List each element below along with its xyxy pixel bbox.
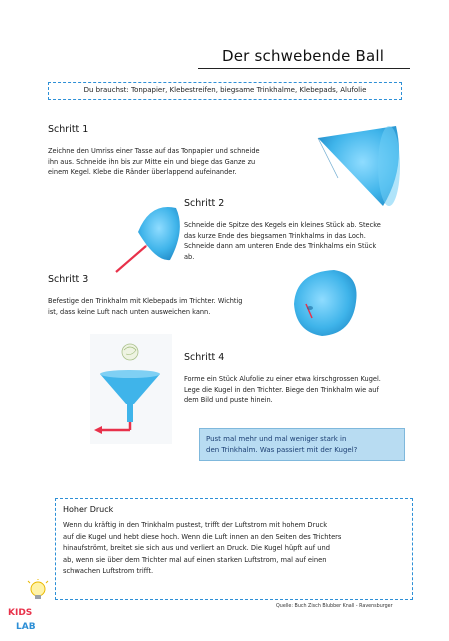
logo-word-bottom: LAB [16, 622, 36, 632]
source-credit: Quelle: Buch Zisch Blubber Knall - Ravensburger [276, 604, 393, 609]
question-line: den Trinkhalm. Was passiert mit der Kugel? [206, 445, 358, 454]
explanation-box [55, 498, 413, 600]
text-line: ab, wenn sie über dem Trichter mal auf einen starken Luftstrom, mal auf einen [63, 555, 327, 564]
text-line: ist, dass keine Luft nach unten ausweichen kann. [48, 307, 211, 316]
step-2-heading: Schritt 2 [184, 198, 225, 209]
kids-lab-logo [6, 579, 50, 637]
text-line: Schneide dann am unteren Ende des Trinkhalms ein Stück [184, 242, 377, 250]
question-box [199, 428, 405, 461]
text-line: Lege die Kugel in den Trichter. Biege den Trinkhalm wie auf [184, 385, 379, 394]
text-line: schwachen Luftstrom trifft. [63, 567, 154, 575]
step-4-heading: Schritt 4 [184, 352, 225, 363]
page-title: Der schwebende Ball [222, 47, 385, 65]
step-3-heading: Schritt 3 [48, 274, 89, 285]
cone-image [308, 118, 408, 214]
funnel-straw-image [112, 200, 188, 278]
funnel-side-image [282, 264, 372, 342]
text-line: Schneide die Spitze des Kegels ein kleines Stück ab. Stecke [184, 221, 381, 229]
text-line: ihn aus. Schneide ihn bis zur Mitte ein und biege das Ganze zu [48, 157, 256, 166]
lightbulb-icon [6, 579, 50, 637]
step-1-text [48, 146, 298, 178]
step-1-heading: Schritt 1 [48, 124, 89, 135]
text-line: Forme ein Stück Alufolie zu einer etwa kirschgrossen Kugel. [184, 375, 381, 383]
text-line: Wenn du kräftig in den Trinkhalm pustest, trifft der Luftstrom mit hohem Druck [63, 521, 328, 529]
title-underline [198, 68, 410, 69]
text-line: hinaufströmt, breitet sie sich aus und verliert an Druck. Die Kugel hüpft auf und [63, 544, 330, 552]
floating-ball-image [90, 334, 172, 444]
materials-box: Du brauchst: Tonpapier, Klebestreifen, biegsame Trinkhalme, Klebepads, Alufolie [48, 82, 402, 100]
text-line: ab. [184, 252, 195, 261]
text-line: einem Kegel. Klebe die Ränder überlappend aufeinander. [48, 168, 237, 176]
step-2-text [184, 220, 414, 262]
explanation-heading: Hoher Druck [63, 505, 114, 514]
text-line: auf die Kugel und hebt diese hoch. Wenn die Luft innen an den Seiten des Trichters [63, 532, 342, 541]
text-line: Zeichne den Umriss einer Tasse auf das Tonpapier und schneide [48, 147, 260, 155]
logo-word-top: KIDS [8, 608, 33, 618]
step-3-text [48, 296, 288, 317]
text-line: dem Bild und puste hinein. [184, 396, 273, 404]
step-4-text [184, 374, 416, 406]
explanation-text [63, 520, 405, 578]
text-line: das kurze Ende des biegsamen Trinkhalms in das Loch. [184, 231, 366, 240]
question-line: Pust mal mehr und mal weniger stark in [206, 435, 347, 443]
text-line: Befestige den Trinkhalm mit Klebepads im Trichter. Wichtig [48, 297, 243, 305]
